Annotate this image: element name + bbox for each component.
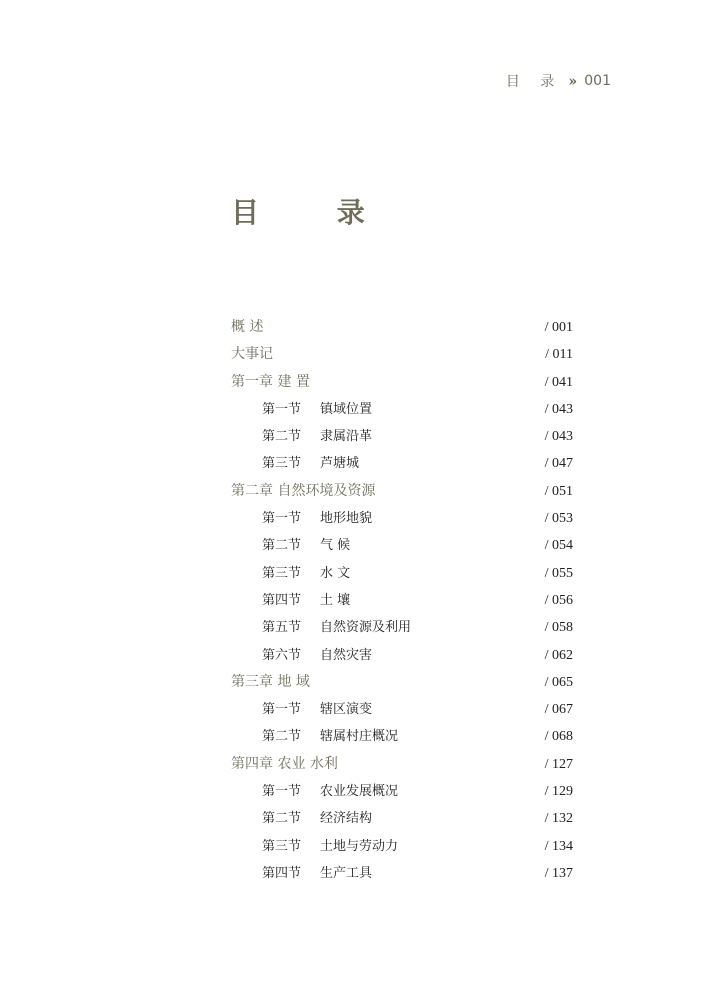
toc-entry-label: 第四章 农业 水利	[231, 755, 338, 772]
toc-entry-label	[262, 642, 372, 669]
toc-section-entry[interactable]	[231, 587, 573, 614]
toc-entry-label	[262, 778, 398, 805]
toc-section-number: 第二节	[262, 538, 302, 554]
page-title: 目 录	[231, 196, 399, 229]
toc-entry-label	[262, 696, 372, 723]
toc-page-number: / 132	[544, 811, 573, 827]
toc-entry-label: 大事记	[231, 346, 273, 363]
toc-section-entry[interactable]	[231, 860, 573, 887]
toc-page-number: / 041	[544, 374, 573, 390]
toc-section-number: 第四节	[262, 592, 302, 608]
toc-section-number: 第一节	[262, 784, 302, 800]
toc-entry-label	[262, 723, 398, 750]
toc-section-number: 第一节	[262, 511, 302, 527]
toc-section-title: 隶属沿革	[320, 429, 373, 445]
toc-entry-label	[262, 614, 411, 641]
toc-page-number: / 043	[544, 401, 573, 417]
toc-section-number: 第六节	[262, 647, 302, 663]
toc-chapter-entry[interactable]	[231, 314, 573, 341]
toc-section-title: 气 候	[320, 538, 351, 554]
toc-section-entry[interactable]	[231, 532, 573, 559]
toc-section-title: 芦塘城	[320, 456, 360, 472]
toc-entry-label	[262, 532, 350, 559]
toc-entry-label: 概 述	[231, 319, 264, 335]
toc-section-entry[interactable]	[231, 723, 573, 750]
toc-page-number: / 127	[544, 756, 573, 772]
toc-section-number: 第一节	[262, 401, 302, 417]
toc-page-number: / 054	[544, 538, 573, 554]
toc-chapter-entry[interactable]	[231, 478, 573, 505]
toc-section-entry[interactable]	[231, 396, 573, 423]
toc-page-number: / 056	[544, 592, 573, 608]
toc-section-number: 第二节	[262, 729, 302, 745]
toc-page-number: / 137	[544, 865, 573, 881]
toc-page-number: / 001	[544, 320, 573, 335]
toc-section-title: 自然灾害	[320, 647, 373, 663]
toc-section-entry[interactable]	[231, 642, 573, 669]
toc-page-number: / 134	[544, 838, 573, 854]
toc-section-title: 生产工具	[320, 865, 373, 881]
toc-section-number: 第三节	[262, 565, 302, 581]
toc-page-number: / 068	[544, 729, 573, 745]
toc-section-title: 农业发展概况	[320, 784, 399, 800]
toc-page-number: / 051	[544, 483, 573, 499]
toc-section-number: 第三节	[262, 838, 302, 854]
toc-page-number: / 058	[544, 620, 573, 636]
toc-section-title: 经济结构	[320, 811, 373, 827]
toc-chapter-entry[interactable]	[231, 751, 573, 778]
toc-chapter-entry[interactable]	[231, 369, 573, 396]
toc-section-number: 第一节	[262, 702, 302, 718]
toc-page-number: / 067	[544, 702, 573, 718]
toc-section-number: 第二节	[262, 429, 302, 445]
toc-section-title: 土 壤	[320, 592, 351, 608]
toc-section-number: 第四节	[262, 865, 302, 881]
toc-section-title: 土地与劳动力	[320, 838, 399, 854]
toc-chapter-entry[interactable]	[231, 341, 573, 368]
toc-section-title: 自然资源及利用	[320, 620, 412, 636]
toc-section-number: 第五节	[262, 620, 302, 636]
toc-entry-label	[262, 450, 359, 477]
toc-section-entry[interactable]	[231, 805, 573, 832]
toc-section-entry[interactable]	[231, 450, 573, 477]
toc-page-number: / 043	[544, 429, 573, 445]
toc-page-number: / 011	[545, 347, 573, 363]
running-head-title: 目 录	[505, 74, 563, 90]
toc-page-number: / 062	[544, 647, 573, 663]
toc-section-title: 辖属村庄概况	[320, 729, 399, 745]
toc-section-number: 第二节	[262, 811, 302, 827]
toc-section-entry[interactable]	[231, 833, 573, 860]
toc-section-title: 辖区演变	[320, 702, 373, 718]
double-chevron-icon: ››	[568, 72, 575, 90]
toc-entry-label: 第一章 建 置	[231, 373, 310, 390]
toc-entry-label	[262, 560, 350, 587]
toc-entry-label	[262, 423, 372, 450]
toc-entry-label	[262, 396, 372, 423]
toc-section-title: 水 文	[320, 565, 351, 581]
running-head	[506, 71, 611, 91]
toc-chapter-entry[interactable]	[231, 669, 573, 696]
toc-page-number: / 047	[544, 456, 573, 472]
toc-entry-label	[262, 805, 372, 832]
running-head-page-number: 001	[584, 73, 611, 89]
toc-page-number: / 129	[544, 784, 573, 800]
toc-entry-label	[262, 860, 372, 887]
toc-page-number: / 065	[544, 674, 573, 690]
toc-section-entry[interactable]	[231, 505, 573, 532]
toc-entry-label	[262, 505, 372, 532]
table-of-contents	[231, 314, 573, 887]
toc-entry-label: 第二章 自然环境及资源	[231, 482, 376, 499]
toc-entry-label	[262, 833, 398, 860]
toc-page-number: / 055	[544, 565, 573, 581]
toc-section-entry[interactable]	[231, 696, 573, 723]
toc-section-title: 地形地貌	[320, 511, 373, 527]
toc-entry-label: 第三章 地 域	[231, 673, 310, 690]
toc-section-entry[interactable]	[231, 560, 573, 587]
toc-section-entry[interactable]	[231, 778, 573, 805]
toc-entry-label	[262, 587, 350, 614]
toc-section-title: 镇域位置	[320, 401, 373, 417]
toc-section-number: 第三节	[262, 456, 302, 472]
toc-page-number: / 053	[544, 511, 573, 527]
toc-section-entry[interactable]	[231, 423, 573, 450]
toc-section-entry[interactable]	[231, 614, 573, 641]
